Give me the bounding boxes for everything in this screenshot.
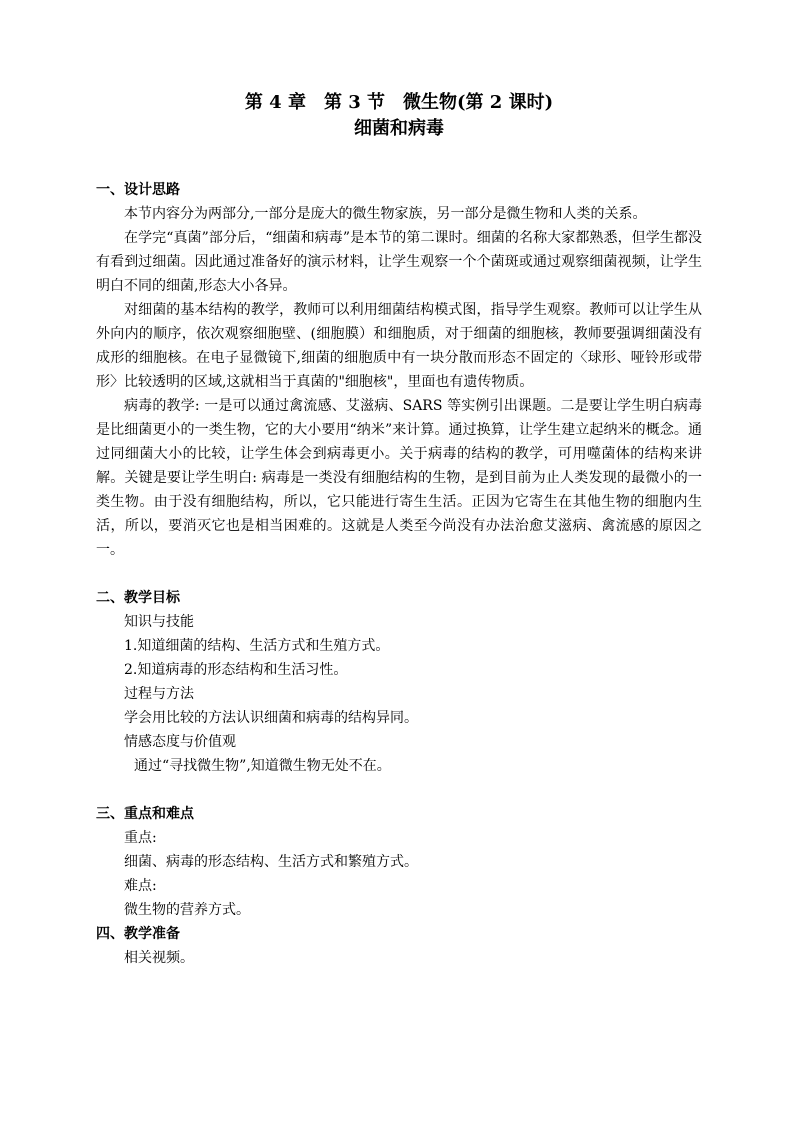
list-item: 相关视频。 — [124, 950, 194, 966]
paragraph: 病毒的教学: 一是可以通过禽流感、艾滋病、SARS 等实例引出课题。二是要让学生明白病毒是比细菌更小的一类生物，它的大小要用“纳米”来计算。通过换算，让学生建立起纳米的概念。通过同细菌大小的比较，让学生体会到病毒更小。关于病毒的结构的教学，可用噬菌体的结构来讲解。关键是要让学生明白: 病毒是一类没有细胞结构的生物，是到目前为止人类发现的最微小的一类生物。由于没有细胞结构，所以，它只能进行寄生生活。正因为它寄生在其他生物的细胞内生活，所以，要消灭它也是相当困难的。这就是人类至今尚没有办法治愈艾滋病、禽流感的原因之一。 — [96, 398, 702, 558]
spacer — [96, 778, 702, 802]
section-heading-design: 一、设计思路 — [96, 182, 180, 198]
list-item: 过程与方法 — [124, 686, 194, 702]
section-heading-preparation: 四、教学准备 — [96, 926, 180, 942]
list-item: 知识与技能 — [124, 614, 194, 630]
document-subtitle: 细菌和病毒 — [354, 118, 444, 139]
list-item: 难点: — [124, 878, 157, 894]
list-item: 细菌、病毒的形态结构、生活方式和繁殖方式。 — [124, 854, 418, 870]
list-item: 情感态度与价值观 — [124, 734, 236, 750]
document-title: 第 4 章 第 3 节 微生物(第 2 课时) — [244, 92, 554, 113]
document-page — [96, 90, 702, 970]
paragraph: 对细菌的基本结构的教学，教师可以利用细菌结构模式图，指导学生观察。教师可以让学生从外向内的顺序，依次观察细胞壁、(细胞膜）和细胞质，对于细菌的细胞核，教师要强调细菌没有成形的细胞核。在电子显微镜下,细菌的细胞质中有一块分散而形态不固定的〈球形、哑铃形或带形〉比较透明的区域,这就相当于真菌的"细胞核"，里面也有遗传物质。 — [96, 302, 702, 390]
list-item: 1.知道细菌的结构、生活方式和生殖方式。 — [124, 638, 390, 654]
section-heading-goals: 二、教学目标 — [96, 590, 180, 606]
paragraph: 本节内容分为两部分,一部分是庞大的微生物家族，另一部分是微生物和人类的关系。 — [124, 206, 647, 222]
list-item: 2.知道病毒的形态结构和生活习性。 — [124, 662, 348, 678]
spacer — [96, 562, 702, 586]
list-item: 学会用比较的方法认识细菌和病毒的结构异同。 — [124, 710, 418, 726]
list-item: 通过“寻找微生物”,知道微生物无处不在。 — [134, 758, 391, 774]
section-heading-keypoints: 三、重点和难点 — [96, 806, 194, 822]
list-item: 重点: — [124, 830, 157, 846]
paragraph: 在学完“真菌”部分后，“细菌和病毒”是本节的第二课时。细菌的名称大家都熟悉，但学生都没有看到过细菌。因此通过准备好的演示材料，让学生观察一个个菌斑或通过观察细菌视频，让学生明白不同的细菌,形态大小各异。 — [96, 230, 702, 294]
list-item: 微生物的营养方式。 — [124, 902, 250, 918]
